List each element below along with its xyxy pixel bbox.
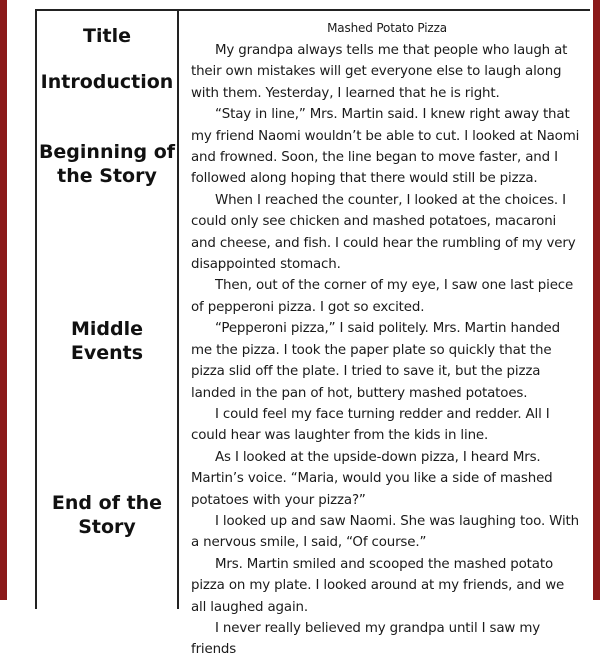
- column-divider: [177, 9, 179, 609]
- label-title: Title: [83, 25, 131, 47]
- top-divider: [35, 9, 590, 11]
- story-paragraph: I never really believed my grandpa until I saw my friends: [191, 620, 540, 658]
- story-paragraph: “Stay in line,” Mrs. Martin said. I knew right away that my friend Naomi wouldn’t be able to cut. I looked at Naomi and frowned. Soon, the line began to move faster, and I followed along hoping that there would still be pizza.: [191, 107, 580, 187]
- label-beginning-line1: Beginning of: [38, 141, 176, 163]
- story-paragraph: I could feel my face turning redder and redder. All I could hear was laughter from the kids in line.: [191, 406, 550, 444]
- story-paragraph: Then, out of the corner of my eye, I saw one last piece of pepperoni pizza. I got so excited.: [191, 278, 574, 315]
- story-paragraph: I looked up and saw Naomi. She was laughing too. With a nervous smile, I said, “Of course.”: [191, 513, 579, 551]
- label-introduction: Introduction: [40, 71, 174, 93]
- story-column: [191, 18, 583, 661]
- story-title: Mashed Potato Pizza: [327, 21, 447, 35]
- worksheet-page: [7, 0, 593, 658]
- label-beginning-line2: the Story: [57, 165, 157, 187]
- label-middle-events: Middle Events: [70, 318, 144, 364]
- story-paragraph: “Pepperoni pizza,” I said politely. Mrs. Martin handed me the pizza. I took the paper plate so quickly that the pizza slid off the plate. I tried to save it, but the pizza landed in the pan of hot, buttery mashed potatoes.: [191, 321, 560, 401]
- label-end-line2: Story: [78, 516, 136, 538]
- story-paragraph: My grandpa always tells me that people who laugh at their own mistakes will get everyone else to laugh along with them. Yesterday, I learned that he is right.: [191, 43, 568, 101]
- story-paragraph: As I looked at the upside-down pizza, I heard Mrs. Martin’s voice. “Maria, would you like a side of mashed potatoes with your pizza?”: [191, 449, 553, 508]
- left-border: [0, 0, 7, 600]
- label-end-line1: End of the: [51, 492, 163, 514]
- story-paragraph: Mrs. Martin smiled and scooped the mashed potato pizza on my plate. I looked around at my friends, and we all laughed again.: [191, 556, 565, 615]
- label-end: [37, 491, 177, 539]
- label-beginning: [37, 140, 177, 188]
- right-border: [593, 0, 600, 600]
- story-paragraph: When I reached the counter, I looked at the choices. I could only see chicken and mashed potatoes, macaroni and cheese, and fish. I could hear the rumbling of my very disappointed stomach.: [191, 192, 576, 273]
